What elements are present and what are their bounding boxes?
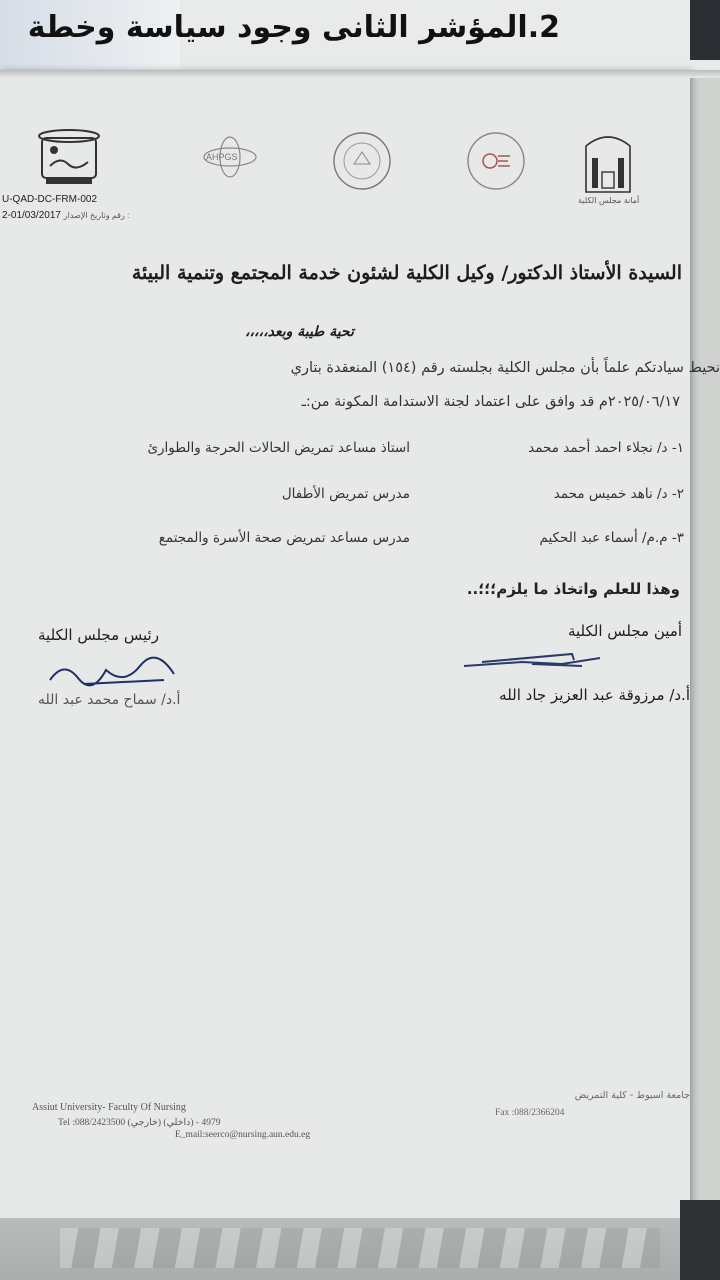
university-logo-icon [34,126,104,188]
signature-name-president: أ.د/ سماح محمد عبد الله [38,692,181,708]
secretary-signature-icon [462,648,602,672]
footer-university-ar: جامعة اسيوط - كلية التمريض [574,1090,690,1101]
dark-corner [680,1200,720,1280]
member-name: ٣- م.م/ أسماء عبد الحكيم [539,530,684,546]
page-title: 2.المؤشر الثانى وجود سياسة وخطة [27,10,560,45]
letter-page [0,70,691,1220]
member-role: مدرس تمريض الأطفال [281,486,410,502]
issue-date: 2-01/03/2017 [2,210,61,221]
member-role: مدرس مساعد تمريض صحة الأسرة والمجتمع [158,530,410,546]
issue-date-label: رقم وتاريخ الإصدار : [63,211,130,220]
signature-name-secretary: أ.د/ مرزوقة عبد العزيز جاد الله [499,686,690,704]
addressee: السيدة الأستاذ الدكتور/ وكيل الكلية لشئون خدمة المجتمع وتنمية البيئة [131,262,682,284]
page-top-shadow [0,70,720,78]
binder-plastic [0,1218,720,1280]
signature-title-secretary: أمين مجلس الكلية [567,622,682,640]
member-role: استاذ مساعد تمريض الحالات الحرجة والطوارئ [147,440,410,456]
issue-date-line [2,210,129,221]
footer-email: E_mail:seerco@nursing.aun.edu.eg [175,1130,311,1140]
member-name: ٢- د/ ناهد خميس محمد [553,486,684,502]
footer-university: Assiut University- Faculty Of Nursing [32,1102,186,1113]
body-line-1: نحيط سيادتكم علماً بأن مجلس الكلية بجلسته رقم (١٥٤) المنعقدة بتاري [290,360,720,376]
signature-title-president: رئيس مجلس الكلية [38,626,159,644]
member-name: ١- د/ نجلاء احمد أحمد محمد [528,440,684,456]
footer-tel: Tel :088/2423500 (خارجي) 4979 - (داخلي) [58,1118,221,1128]
plastic-sheen [60,1228,660,1268]
form-code: U-QAD-DC-FRM-002 [2,194,97,205]
council-logo-caption: أمانة مجلس الكلية [578,196,640,205]
seal-logo-icon [330,130,394,192]
body-line-2: ٢٠٢٥/٠٦/١٧م قد وافق على اعتماد لجنة الاستدامة المكونة من:ـ [301,394,680,410]
council-logo-icon [580,128,636,196]
closing-line: وهذا للعلم واتخاذ ما يلزم؛؛؛.. [466,580,680,598]
footer-fax: Fax :088/2366204 [495,1108,565,1118]
ahpgs-logo-text: AHPGS [206,152,238,162]
president-signature-icon [44,656,184,690]
dark-edge [690,0,720,60]
accreditation-logo-icon [464,130,528,192]
greeting: تحية طيبة وبعد،،،،، [245,324,354,340]
